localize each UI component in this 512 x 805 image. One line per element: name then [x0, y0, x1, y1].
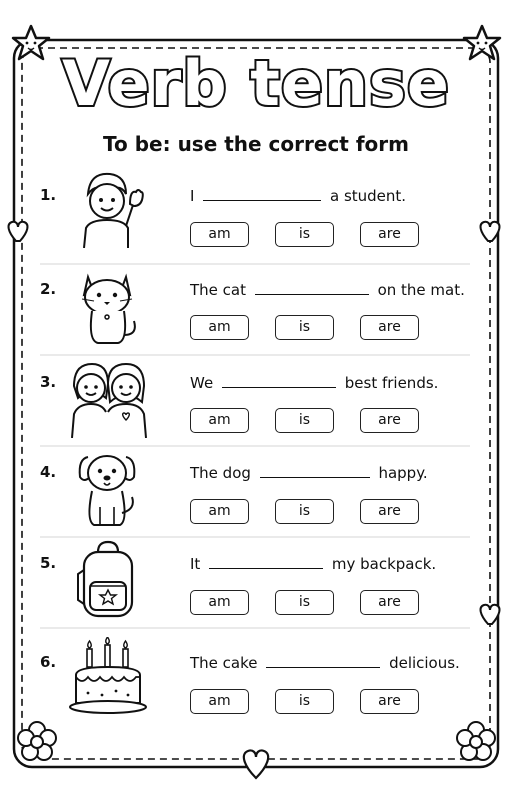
- answer-blank[interactable]: [209, 554, 323, 569]
- question-item-3: [38, 356, 478, 446]
- answer-blank[interactable]: [255, 280, 369, 295]
- two-girls-icon: [68, 358, 148, 438]
- question-item-6: [38, 629, 478, 739]
- question-sentence: [190, 280, 465, 299]
- option-are[interactable]: are: [360, 315, 419, 340]
- question-sentence: [190, 653, 460, 672]
- question-number: 6.: [40, 653, 57, 671]
- sentence-end: my backpack.: [331, 555, 437, 573]
- heart-icon: [9, 222, 28, 241]
- answer-blank[interactable]: [222, 373, 336, 388]
- option-am[interactable]: am: [190, 689, 249, 714]
- sentence-start: We: [190, 374, 214, 392]
- question-sentence: [190, 554, 436, 573]
- option-is[interactable]: is: [275, 315, 334, 340]
- sentence-start: It: [190, 555, 201, 573]
- question-item-4: [38, 447, 478, 537]
- option-is[interactable]: is: [275, 408, 334, 433]
- question-item-1: [38, 168, 478, 260]
- question-item-2: [38, 265, 478, 355]
- option-is[interactable]: is: [275, 689, 334, 714]
- question-number: 4.: [40, 463, 57, 481]
- question-number: 3.: [40, 373, 57, 391]
- birthday-cake-icon: [68, 637, 148, 717]
- question-number: 2.: [40, 280, 57, 298]
- question-number: 5.: [40, 554, 57, 572]
- question-item-5: [38, 538, 478, 628]
- option-am[interactable]: am: [190, 590, 249, 615]
- option-is[interactable]: is: [275, 590, 334, 615]
- sentence-start: I: [190, 187, 195, 205]
- option-are[interactable]: are: [360, 590, 419, 615]
- heart-icon: [481, 605, 500, 624]
- sentence-end: a student.: [330, 187, 407, 205]
- option-are[interactable]: are: [360, 408, 419, 433]
- sentence-start: The dog: [190, 464, 251, 482]
- page-subtitle: To be: use the correct form: [103, 132, 409, 156]
- option-am[interactable]: am: [190, 408, 249, 433]
- answer-blank[interactable]: [266, 653, 380, 668]
- option-am[interactable]: am: [190, 499, 249, 524]
- sentence-end: on the mat.: [377, 281, 465, 299]
- question-sentence: [190, 186, 406, 205]
- sentence-end: delicious.: [389, 654, 460, 672]
- sentence-end: best friends.: [344, 374, 439, 392]
- option-are[interactable]: are: [360, 689, 419, 714]
- page-title: Verb tense: [62, 47, 450, 120]
- dog-icon: [68, 447, 148, 527]
- heart-icon: [481, 222, 500, 241]
- sentence-start: The cake: [190, 654, 258, 672]
- option-is[interactable]: is: [275, 222, 334, 247]
- answer-blank[interactable]: [203, 186, 321, 201]
- cat-icon: [68, 265, 148, 345]
- question-number: 1.: [40, 186, 57, 204]
- sentence-end: happy.: [378, 464, 428, 482]
- option-is[interactable]: is: [275, 499, 334, 524]
- option-are[interactable]: are: [360, 499, 419, 524]
- option-am[interactable]: am: [190, 222, 249, 247]
- boy-waving-icon: [68, 168, 148, 248]
- heart-icon: [244, 750, 268, 778]
- option-am[interactable]: am: [190, 315, 249, 340]
- question-sentence: [190, 373, 438, 392]
- backpack-icon: [68, 540, 148, 620]
- answer-blank[interactable]: [260, 463, 370, 478]
- question-sentence: [190, 463, 428, 482]
- option-are[interactable]: are: [360, 222, 419, 247]
- sentence-start: The cat: [190, 281, 246, 299]
